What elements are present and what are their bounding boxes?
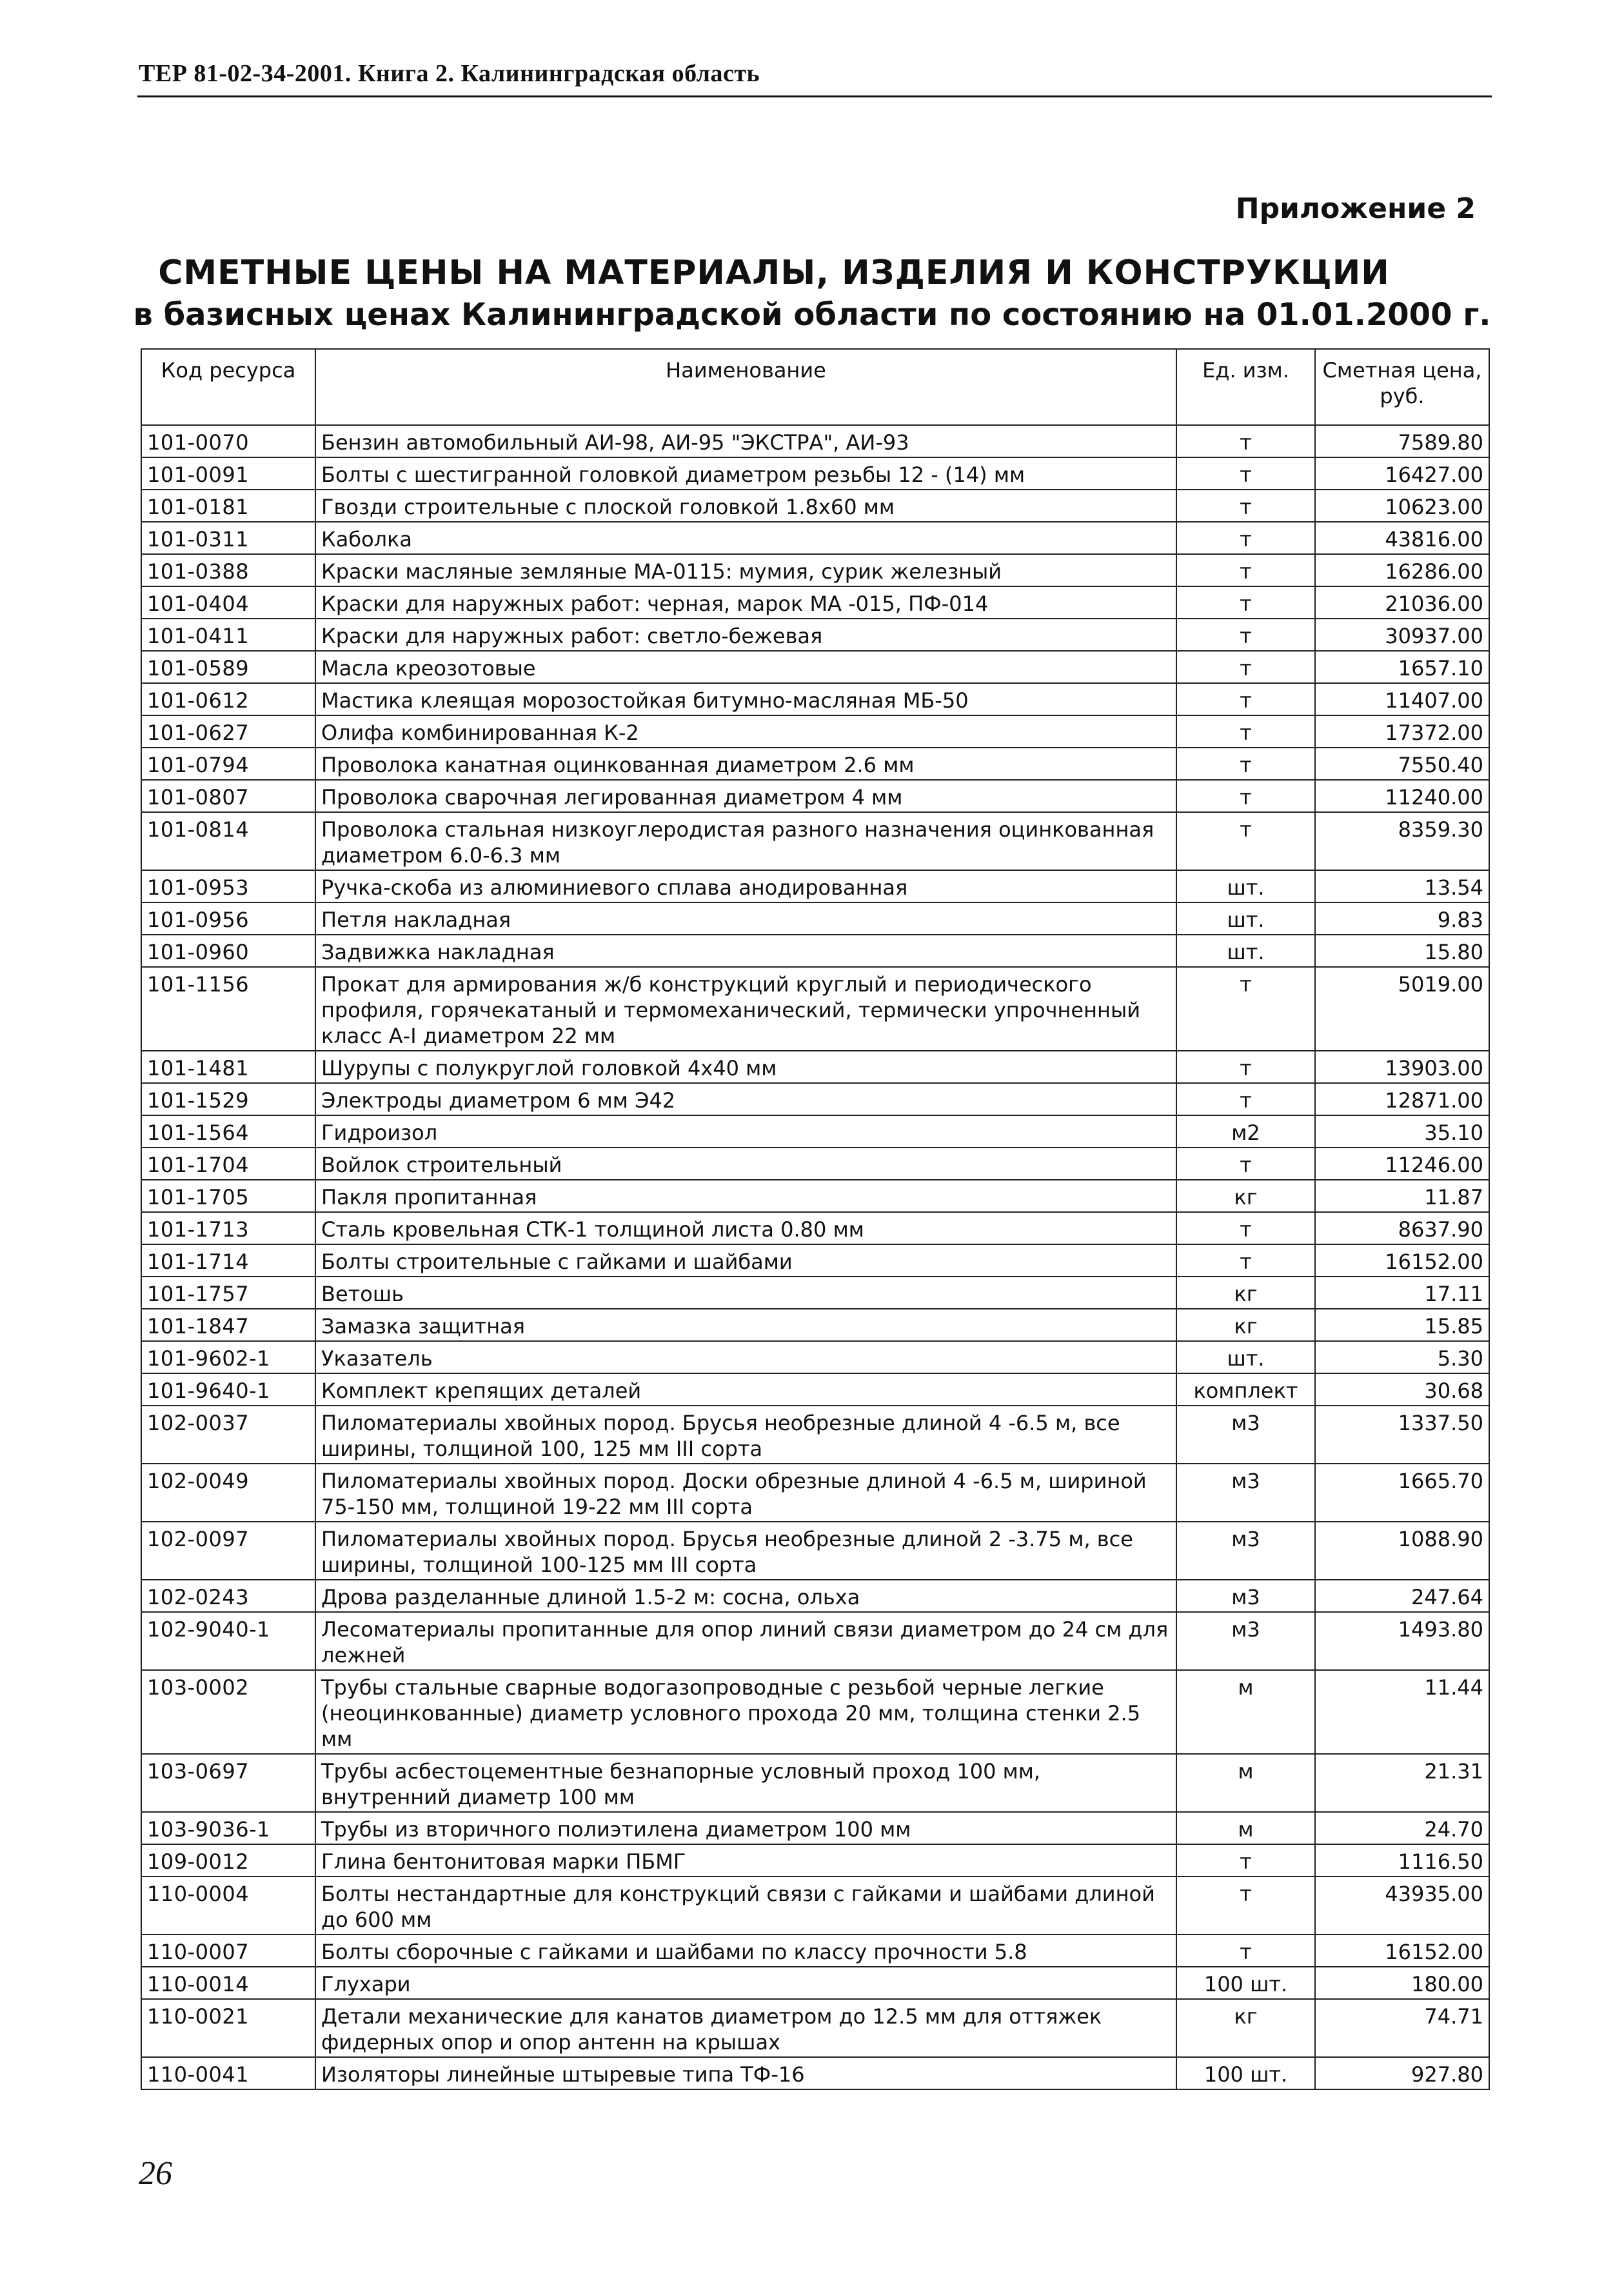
price-cell: 1337.50: [1315, 1406, 1489, 1464]
item-name-cell: Болты строительные с гайками и шайбами: [315, 1244, 1176, 1277]
resource-code-cell: 101-0627: [141, 715, 315, 748]
unit-cell: кг: [1176, 1999, 1315, 2057]
unit-cell: м3: [1176, 1580, 1315, 1612]
table-row: [141, 2057, 1489, 2089]
table-row: [141, 812, 1489, 870]
item-name-cell: Болты нестандартные для конструкций связи с гайками и шайбами длиной до 600 мм: [315, 1876, 1176, 1935]
table-row: [141, 683, 1489, 715]
item-name-cell: Проволока сварочная легированная диаметром 4 мм: [315, 780, 1176, 812]
price-cell: 11.44: [1315, 1670, 1489, 1754]
resource-code-cell: 101-1564: [141, 1115, 315, 1148]
table-row: [141, 1612, 1489, 1670]
item-name-cell: Задвижка накладная: [315, 935, 1176, 967]
unit-cell: т: [1176, 522, 1315, 554]
price-cell: 180.00: [1315, 1967, 1489, 1999]
unit-cell: т: [1176, 1935, 1315, 1967]
item-name-cell: Гвозди строительные с плоской головкой 1.8x60 мм: [315, 490, 1176, 522]
item-name-cell: Бензин автомобильный АИ-98, АИ-95 "ЭКСТРА", АИ-93: [315, 425, 1176, 457]
unit-cell: шт.: [1176, 1341, 1315, 1373]
resource-code-cell: 101-0612: [141, 683, 315, 715]
item-name-cell: Олифа комбинированная К-2: [315, 715, 1176, 748]
price-cell: 15.80: [1315, 935, 1489, 967]
resource-code-cell: 101-0311: [141, 522, 315, 554]
unit-cell: кг: [1176, 1277, 1315, 1309]
resource-code-cell: 101-1704: [141, 1148, 315, 1180]
table-row: [141, 1754, 1489, 1812]
item-name-cell: Дрова разделанные длиной 1.5-2 м: сосна, ольха: [315, 1580, 1176, 1612]
table-row: [141, 1935, 1489, 1967]
unit-cell: т: [1176, 1844, 1315, 1876]
table-row: [141, 1115, 1489, 1148]
unit-cell: 100 шт.: [1176, 1967, 1315, 1999]
header-divider: [137, 95, 1492, 97]
unit-cell: т: [1176, 1212, 1315, 1244]
item-name-cell: Краски масляные земляные МА-0115: мумия, сурик железный: [315, 554, 1176, 586]
resource-code-cell: 102-0049: [141, 1464, 315, 1522]
table-row: [141, 1876, 1489, 1935]
price-cell: 35.10: [1315, 1115, 1489, 1148]
price-cell: 11407.00: [1315, 683, 1489, 715]
resource-code-cell: 110-0007: [141, 1935, 315, 1967]
table-row: [141, 586, 1489, 619]
price-cell: 43935.00: [1315, 1876, 1489, 1935]
appendix-label: Приложение 2: [1235, 192, 1476, 225]
price-cell: 5.30: [1315, 1341, 1489, 1373]
resource-code-cell: 101-0181: [141, 490, 315, 522]
table-row: [141, 490, 1489, 522]
price-cell: 43816.00: [1315, 522, 1489, 554]
price-cell: 16152.00: [1315, 1935, 1489, 1967]
item-name-cell: Изоляторы линейные штыревые типа ТФ-16: [315, 2057, 1176, 2089]
unit-cell: м: [1176, 1812, 1315, 1844]
item-name-cell: Комплект крепящих деталей: [315, 1373, 1176, 1406]
price-cell: 11246.00: [1315, 1148, 1489, 1180]
unit-cell: т: [1176, 425, 1315, 457]
resource-code-cell: 101-0794: [141, 748, 315, 780]
unit-cell: м: [1176, 1670, 1315, 1754]
price-cell: 11240.00: [1315, 780, 1489, 812]
unit-cell: т: [1176, 457, 1315, 490]
resource-code-cell: 101-0960: [141, 935, 315, 967]
table-row: [141, 967, 1489, 1051]
resource-code-cell: 101-1847: [141, 1309, 315, 1341]
unit-cell: кг: [1176, 1180, 1315, 1212]
table-row: [141, 1277, 1489, 1309]
item-name-cell: Сталь кровельная СТК-1 толщиной листа 0.80 мм: [315, 1212, 1176, 1244]
table-row: [141, 1406, 1489, 1464]
resource-code-cell: 101-0070: [141, 425, 315, 457]
price-cell: 17.11: [1315, 1277, 1489, 1309]
table-row: [141, 1670, 1489, 1754]
table-row: [141, 1967, 1489, 1999]
price-cell: 8637.90: [1315, 1212, 1489, 1244]
resource-code-cell: 101-0814: [141, 812, 315, 870]
resource-code-cell: 101-1757: [141, 1277, 315, 1309]
table-row: [141, 1373, 1489, 1406]
price-cell: 16152.00: [1315, 1244, 1489, 1277]
resource-code-cell: 101-1714: [141, 1244, 315, 1277]
unit-cell: т: [1176, 1051, 1315, 1083]
item-name-cell: Прокат для армирования ж/б конструкций круглый и периодического профиля, горячекатаный и термомеханический, термически упрочненный класс А-I диаметром 22 мм: [315, 967, 1176, 1051]
table-row: [141, 870, 1489, 902]
table-body: [141, 425, 1489, 2089]
unit-cell: м3: [1176, 1612, 1315, 1670]
resource-code-cell: 101-1156: [141, 967, 315, 1051]
unit-cell: т: [1176, 619, 1315, 651]
price-cell: 7589.80: [1315, 425, 1489, 457]
price-cell: 13.54: [1315, 870, 1489, 902]
unit-cell: т: [1176, 683, 1315, 715]
item-name-cell: Глина бентонитовая марки ПБМГ: [315, 1844, 1176, 1876]
price-cell: 30937.00: [1315, 619, 1489, 651]
resource-code-cell: 101-9640-1: [141, 1373, 315, 1406]
item-name-cell: Пиломатериалы хвойных пород. Доски обрезные длиной 4 -6.5 м, шириной 75-150 мм, толщиной 19-22 мм III сорта: [315, 1464, 1176, 1522]
resource-code-cell: 103-0697: [141, 1754, 315, 1812]
document-subtitle: в базисных ценах Калининградской области по состоянию на 01.01.2000 г.: [133, 297, 1491, 333]
price-table: [141, 348, 1490, 2090]
price-cell: 5019.00: [1315, 967, 1489, 1051]
item-name-cell: Замазка защитная: [315, 1309, 1176, 1341]
table-row: [141, 1083, 1489, 1115]
item-name-cell: Трубы стальные сварные водогазопроводные с резьбой черные легкие (неоцинкованные) диаметр условного прохода 20 мм, толщина стенки 2.5 мм: [315, 1670, 1176, 1754]
resource-code-cell: 110-0004: [141, 1876, 315, 1935]
table-row: [141, 425, 1489, 457]
price-cell: 74.71: [1315, 1999, 1489, 2057]
item-name-cell: Трубы асбестоцементные безнапорные условный проход 100 мм, внутренний диаметр 100 мм: [315, 1754, 1176, 1812]
item-name-cell: Лесоматериалы пропитанные для опор линий связи диаметром до 24 см для лежней: [315, 1612, 1176, 1670]
resource-code-cell: 101-0953: [141, 870, 315, 902]
table-row: [141, 1148, 1489, 1180]
item-name-cell: Масла креозотовые: [315, 651, 1176, 683]
price-cell: 21.31: [1315, 1754, 1489, 1812]
item-name-cell: Пиломатериалы хвойных пород. Брусья необрезные длиной 2 -3.75 м, все ширины, толщиной 100-125 мм III сорта: [315, 1522, 1176, 1580]
price-cell: 12871.00: [1315, 1083, 1489, 1115]
unit-cell: м: [1176, 1754, 1315, 1812]
table-row: [141, 715, 1489, 748]
column-header-unit: Ед. изм.: [1176, 349, 1315, 425]
table-row: [141, 1244, 1489, 1277]
resource-code-cell: 103-9036-1: [141, 1812, 315, 1844]
price-cell: 21036.00: [1315, 586, 1489, 619]
price-cell: 927.80: [1315, 2057, 1489, 2089]
unit-cell: м2: [1176, 1115, 1315, 1148]
price-cell: 8359.30: [1315, 812, 1489, 870]
price-cell: 11.87: [1315, 1180, 1489, 1212]
table-row: [141, 651, 1489, 683]
item-name-cell: Шурупы с полукруглой головкой 4x40 мм: [315, 1051, 1176, 1083]
table-row: [141, 1522, 1489, 1580]
column-header-name: Наименование: [315, 349, 1176, 425]
unit-cell: 100 шт.: [1176, 2057, 1315, 2089]
price-cell: 1657.10: [1315, 651, 1489, 683]
resource-code-cell: 101-1529: [141, 1083, 315, 1115]
item-name-cell: Пакля пропитанная: [315, 1180, 1176, 1212]
item-name-cell: Каболка: [315, 522, 1176, 554]
item-name-cell: Мастика клеящая морозостойкая битумно-масляная МБ-50: [315, 683, 1176, 715]
table-row: [141, 1580, 1489, 1612]
item-name-cell: Электроды диаметром 6 мм Э42: [315, 1083, 1176, 1115]
item-name-cell: Детали механические для канатов диаметром до 12.5 мм для оттяжек фидерных опор и опор антенн на крышах: [315, 1999, 1176, 2057]
table-row: [141, 902, 1489, 935]
table-row: [141, 1812, 1489, 1844]
item-name-cell: Гидроизол: [315, 1115, 1176, 1148]
price-cell: 17372.00: [1315, 715, 1489, 748]
table-row: [141, 1309, 1489, 1341]
resource-code-cell: 101-0091: [141, 457, 315, 490]
unit-cell: шт.: [1176, 902, 1315, 935]
price-cell: 30.68: [1315, 1373, 1489, 1406]
item-name-cell: Трубы из вторичного полиэтилена диаметром 100 мм: [315, 1812, 1176, 1844]
unit-cell: шт.: [1176, 935, 1315, 967]
item-name-cell: Ветошь: [315, 1277, 1176, 1309]
item-name-cell: Пиломатериалы хвойных пород. Брусья необрезные длиной 4 -6.5 м, все ширины, толщиной 100, 125 мм III сорта: [315, 1406, 1176, 1464]
resource-code-cell: 101-0404: [141, 586, 315, 619]
unit-cell: м3: [1176, 1406, 1315, 1464]
resource-code-cell: 101-1481: [141, 1051, 315, 1083]
resource-code-cell: 102-0097: [141, 1522, 315, 1580]
price-cell: 24.70: [1315, 1812, 1489, 1844]
table-row: [141, 619, 1489, 651]
resource-code-cell: 102-0037: [141, 1406, 315, 1464]
unit-cell: т: [1176, 748, 1315, 780]
unit-cell: т: [1176, 1148, 1315, 1180]
resource-code-cell: 101-9602-1: [141, 1341, 315, 1373]
unit-cell: т: [1176, 490, 1315, 522]
resource-code-cell: 109-0012: [141, 1844, 315, 1876]
unit-cell: т: [1176, 554, 1315, 586]
table-row: [141, 1341, 1489, 1373]
price-cell: 247.64: [1315, 1580, 1489, 1612]
table-row: [141, 1212, 1489, 1244]
unit-cell: т: [1176, 1876, 1315, 1935]
item-name-cell: Болты сборочные с гайками и шайбами по классу прочности 5.8: [315, 1935, 1176, 1967]
unit-cell: т: [1176, 1244, 1315, 1277]
resource-code-cell: 101-0388: [141, 554, 315, 586]
table-row: [141, 1180, 1489, 1212]
table-row: [141, 1999, 1489, 2057]
item-name-cell: Глухари: [315, 1967, 1176, 1999]
table-row: [141, 935, 1489, 967]
unit-cell: т: [1176, 780, 1315, 812]
price-cell: 16427.00: [1315, 457, 1489, 490]
price-cell: 16286.00: [1315, 554, 1489, 586]
resource-code-cell: 101-0589: [141, 651, 315, 683]
table-header-row: [141, 349, 1489, 425]
table-row: [141, 554, 1489, 586]
item-name-cell: Войлок строительный: [315, 1148, 1176, 1180]
unit-cell: кг: [1176, 1309, 1315, 1341]
item-name-cell: Проволока канатная оцинкованная диаметром 2.6 мм: [315, 748, 1176, 780]
price-cell: 13903.00: [1315, 1051, 1489, 1083]
unit-cell: комплект: [1176, 1373, 1315, 1406]
price-cell: 15.85: [1315, 1309, 1489, 1341]
document-title: СМЕТНЫЕ ЦЕНЫ НА МАТЕРИАЛЫ, ИЗДЕЛИЯ И КОНСТРУКЦИИ: [158, 254, 1390, 292]
unit-cell: м3: [1176, 1464, 1315, 1522]
unit-cell: т: [1176, 967, 1315, 1051]
resource-code-cell: 101-1705: [141, 1180, 315, 1212]
resource-code-cell: 102-0243: [141, 1580, 315, 1612]
unit-cell: шт.: [1176, 870, 1315, 902]
resource-code-cell: 103-0002: [141, 1670, 315, 1754]
table-row: [141, 748, 1489, 780]
item-name-cell: Указатель: [315, 1341, 1176, 1373]
table-row: [141, 522, 1489, 554]
table-row: [141, 1844, 1489, 1876]
unit-cell: т: [1176, 812, 1315, 870]
item-name-cell: Проволока стальная низкоуглеродистая разного назначения оцинкованная диаметром 6.0-6.3 мм: [315, 812, 1176, 870]
resource-code-cell: 110-0041: [141, 2057, 315, 2089]
column-header-price: Сметная цена, руб.: [1315, 349, 1489, 425]
column-header-code: Код ресурса: [141, 349, 315, 425]
price-cell: 9.83: [1315, 902, 1489, 935]
resource-code-cell: 101-1713: [141, 1212, 315, 1244]
unit-cell: т: [1176, 651, 1315, 683]
table-row: [141, 780, 1489, 812]
unit-cell: т: [1176, 586, 1315, 619]
resource-code-cell: 102-9040-1: [141, 1612, 315, 1670]
table-row: [141, 457, 1489, 490]
resource-code-cell: 101-0956: [141, 902, 315, 935]
resource-code-cell: 110-0014: [141, 1967, 315, 1999]
unit-cell: т: [1176, 715, 1315, 748]
item-name-cell: Болты с шестигранной головкой диаметром резьбы 12 - (14) мм: [315, 457, 1176, 490]
item-name-cell: Петля накладная: [315, 902, 1176, 935]
page-number: 26: [139, 2155, 172, 2192]
resource-code-cell: 101-0411: [141, 619, 315, 651]
table-row: [141, 1464, 1489, 1522]
price-cell: 1665.70: [1315, 1464, 1489, 1522]
item-name-cell: Краски для наружных работ: светло-бежевая: [315, 619, 1176, 651]
running-header: ТЕР 81-02-34-2001. Книга 2. Калининградская область: [139, 60, 760, 87]
resource-code-cell: 101-0807: [141, 780, 315, 812]
item-name-cell: Краски для наружных работ: черная, марок МА -015, ПФ-014: [315, 586, 1176, 619]
resource-code-cell: 110-0021: [141, 1999, 315, 2057]
item-name-cell: Ручка-скоба из алюминиевого сплава анодированная: [315, 870, 1176, 902]
price-cell: 7550.40: [1315, 748, 1489, 780]
unit-cell: т: [1176, 1083, 1315, 1115]
price-cell: 1116.50: [1315, 1844, 1489, 1876]
price-cell: 10623.00: [1315, 490, 1489, 522]
unit-cell: м3: [1176, 1522, 1315, 1580]
table-row: [141, 1051, 1489, 1083]
price-cell: 1088.90: [1315, 1522, 1489, 1580]
price-cell: 1493.80: [1315, 1612, 1489, 1670]
